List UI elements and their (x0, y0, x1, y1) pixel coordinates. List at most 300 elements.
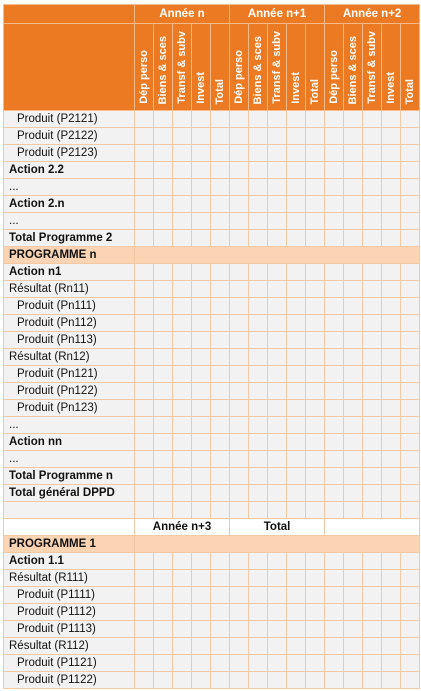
budget-cell[interactable] (363, 621, 382, 638)
budget-cell[interactable] (401, 332, 420, 349)
budget-cell[interactable] (268, 553, 287, 570)
budget-cell[interactable] (325, 128, 344, 145)
budget-cell[interactable] (211, 655, 230, 672)
budget-cell[interactable] (211, 502, 230, 519)
budget-cell[interactable] (154, 655, 173, 672)
budget-cell[interactable] (363, 349, 382, 366)
budget-cell[interactable] (249, 570, 268, 587)
budget-cell[interactable] (401, 400, 420, 417)
budget-cell[interactable] (268, 604, 287, 621)
budget-cell[interactable] (268, 485, 287, 502)
budget-cell[interactable] (363, 502, 382, 519)
budget-cell[interactable] (287, 485, 306, 502)
budget-cell[interactable] (249, 400, 268, 417)
budget-cell[interactable] (154, 417, 173, 434)
budget-cell[interactable] (363, 196, 382, 213)
budget-cell[interactable] (230, 179, 249, 196)
budget-cell[interactable] (268, 145, 287, 162)
budget-cell[interactable] (344, 638, 363, 655)
budget-cell[interactable] (287, 553, 306, 570)
budget-cell[interactable] (154, 587, 173, 604)
budget-cell[interactable] (135, 417, 154, 434)
budget-cell[interactable] (249, 638, 268, 655)
budget-cell[interactable] (249, 553, 268, 570)
budget-cell[interactable] (268, 468, 287, 485)
budget-cell[interactable] (135, 621, 154, 638)
budget-cell[interactable] (363, 383, 382, 400)
budget-cell[interactable] (363, 213, 382, 230)
budget-cell[interactable] (268, 315, 287, 332)
budget-cell[interactable] (192, 621, 211, 638)
budget-cell[interactable] (401, 128, 420, 145)
budget-cell[interactable] (287, 383, 306, 400)
budget-cell[interactable] (363, 485, 382, 502)
budget-cell[interactable] (173, 672, 192, 689)
budget-cell[interactable] (173, 366, 192, 383)
budget-cell[interactable] (325, 349, 344, 366)
budget-cell[interactable] (154, 162, 173, 179)
budget-cell[interactable] (306, 298, 325, 315)
budget-cell[interactable] (173, 179, 192, 196)
budget-cell[interactable] (268, 621, 287, 638)
budget-cell[interactable] (192, 332, 211, 349)
budget-cell[interactable] (230, 672, 249, 689)
budget-cell[interactable] (306, 366, 325, 383)
budget-cell[interactable] (135, 485, 154, 502)
budget-cell[interactable] (306, 230, 325, 247)
budget-cell[interactable] (268, 383, 287, 400)
budget-cell[interactable] (401, 196, 420, 213)
budget-cell[interactable] (135, 672, 154, 689)
budget-cell[interactable] (306, 145, 325, 162)
budget-cell[interactable] (363, 230, 382, 247)
budget-cell[interactable] (287, 434, 306, 451)
budget-cell[interactable] (325, 264, 344, 281)
budget-cell[interactable] (154, 468, 173, 485)
budget-cell[interactable] (325, 196, 344, 213)
budget-cell[interactable] (135, 451, 154, 468)
budget-cell[interactable] (287, 502, 306, 519)
budget-cell[interactable] (401, 366, 420, 383)
budget-cell[interactable] (135, 366, 154, 383)
budget-cell[interactable] (154, 570, 173, 587)
budget-cell[interactable] (135, 349, 154, 366)
budget-cell[interactable] (192, 179, 211, 196)
budget-cell[interactable] (268, 417, 287, 434)
budget-cell[interactable] (325, 281, 344, 298)
budget-cell[interactable] (211, 570, 230, 587)
budget-cell[interactable] (211, 145, 230, 162)
budget-cell[interactable] (192, 553, 211, 570)
budget-cell[interactable] (382, 553, 401, 570)
budget-cell[interactable] (211, 111, 230, 128)
budget-cell[interactable] (287, 230, 306, 247)
budget-cell[interactable] (173, 349, 192, 366)
budget-cell[interactable] (287, 621, 306, 638)
budget-cell[interactable] (173, 553, 192, 570)
budget-cell[interactable] (382, 349, 401, 366)
budget-cell[interactable] (401, 162, 420, 179)
budget-cell[interactable] (382, 264, 401, 281)
budget-cell[interactable] (325, 672, 344, 689)
budget-cell[interactable] (382, 502, 401, 519)
budget-cell[interactable] (173, 213, 192, 230)
budget-cell[interactable] (135, 434, 154, 451)
budget-cell[interactable] (382, 281, 401, 298)
budget-cell[interactable] (325, 570, 344, 587)
budget-cell[interactable] (211, 332, 230, 349)
budget-cell[interactable] (344, 451, 363, 468)
budget-cell[interactable] (173, 383, 192, 400)
budget-cell[interactable] (401, 553, 420, 570)
budget-cell[interactable] (287, 281, 306, 298)
budget-cell[interactable] (382, 315, 401, 332)
budget-cell[interactable] (173, 417, 192, 434)
budget-cell[interactable] (382, 570, 401, 587)
budget-cell[interactable] (230, 485, 249, 502)
budget-cell[interactable] (401, 485, 420, 502)
budget-cell[interactable] (363, 366, 382, 383)
budget-cell[interactable] (249, 366, 268, 383)
budget-cell[interactable] (268, 638, 287, 655)
budget-cell[interactable] (344, 332, 363, 349)
budget-cell[interactable] (268, 655, 287, 672)
budget-cell[interactable] (363, 298, 382, 315)
budget-cell[interactable] (230, 383, 249, 400)
budget-cell[interactable] (173, 604, 192, 621)
budget-cell[interactable] (401, 621, 420, 638)
budget-cell[interactable] (230, 264, 249, 281)
budget-cell[interactable] (363, 145, 382, 162)
budget-cell[interactable] (211, 672, 230, 689)
budget-cell[interactable] (211, 468, 230, 485)
budget-cell[interactable] (192, 366, 211, 383)
budget-cell[interactable] (173, 468, 192, 485)
budget-cell[interactable] (287, 111, 306, 128)
budget-cell[interactable] (382, 332, 401, 349)
budget-cell[interactable] (154, 349, 173, 366)
budget-cell[interactable] (287, 451, 306, 468)
budget-cell[interactable] (344, 502, 363, 519)
budget-cell[interactable] (135, 400, 154, 417)
budget-cell[interactable] (154, 400, 173, 417)
budget-cell[interactable] (268, 349, 287, 366)
budget-cell[interactable] (363, 638, 382, 655)
budget-cell[interactable] (249, 672, 268, 689)
budget-cell[interactable] (344, 179, 363, 196)
budget-cell[interactable] (230, 145, 249, 162)
budget-cell[interactable] (363, 281, 382, 298)
budget-cell[interactable] (154, 213, 173, 230)
budget-cell[interactable] (135, 553, 154, 570)
budget-cell[interactable] (211, 281, 230, 298)
budget-cell[interactable] (363, 111, 382, 128)
budget-cell[interactable] (382, 485, 401, 502)
budget-cell[interactable] (135, 145, 154, 162)
budget-cell[interactable] (192, 349, 211, 366)
budget-cell[interactable] (382, 366, 401, 383)
budget-cell[interactable] (249, 349, 268, 366)
budget-cell[interactable] (306, 128, 325, 145)
budget-cell[interactable] (382, 111, 401, 128)
budget-cell[interactable] (173, 230, 192, 247)
budget-cell[interactable] (249, 485, 268, 502)
budget-cell[interactable] (306, 196, 325, 213)
budget-cell[interactable] (230, 451, 249, 468)
budget-cell[interactable] (249, 128, 268, 145)
budget-cell[interactable] (192, 264, 211, 281)
budget-cell[interactable] (325, 468, 344, 485)
budget-cell[interactable] (135, 655, 154, 672)
budget-cell[interactable] (192, 468, 211, 485)
budget-cell[interactable] (344, 315, 363, 332)
budget-cell[interactable] (401, 298, 420, 315)
budget-cell[interactable] (401, 451, 420, 468)
budget-cell[interactable] (325, 417, 344, 434)
budget-cell[interactable] (249, 230, 268, 247)
budget-cell[interactable] (211, 128, 230, 145)
budget-cell[interactable] (325, 451, 344, 468)
budget-cell[interactable] (249, 655, 268, 672)
budget-cell[interactable] (173, 162, 192, 179)
budget-cell[interactable] (249, 145, 268, 162)
budget-cell[interactable] (230, 230, 249, 247)
budget-cell[interactable] (135, 383, 154, 400)
budget-cell[interactable] (287, 366, 306, 383)
budget-cell[interactable] (154, 383, 173, 400)
budget-cell[interactable] (154, 553, 173, 570)
budget-cell[interactable] (135, 162, 154, 179)
budget-cell[interactable] (192, 383, 211, 400)
budget-cell[interactable] (382, 196, 401, 213)
budget-cell[interactable] (230, 349, 249, 366)
budget-cell[interactable] (401, 111, 420, 128)
budget-cell[interactable] (230, 162, 249, 179)
budget-cell[interactable] (249, 281, 268, 298)
budget-cell[interactable] (401, 655, 420, 672)
budget-cell[interactable] (135, 213, 154, 230)
budget-cell[interactable] (363, 553, 382, 570)
budget-cell[interactable] (173, 485, 192, 502)
budget-cell[interactable] (344, 621, 363, 638)
budget-cell[interactable] (154, 604, 173, 621)
budget-cell[interactable] (154, 128, 173, 145)
budget-cell[interactable] (211, 485, 230, 502)
budget-cell[interactable] (192, 298, 211, 315)
budget-cell[interactable] (344, 196, 363, 213)
budget-cell[interactable] (287, 315, 306, 332)
budget-cell[interactable] (401, 281, 420, 298)
budget-cell[interactable] (230, 434, 249, 451)
budget-cell[interactable] (154, 451, 173, 468)
budget-cell[interactable] (192, 485, 211, 502)
budget-cell[interactable] (173, 196, 192, 213)
budget-cell[interactable] (344, 672, 363, 689)
budget-cell[interactable] (363, 264, 382, 281)
budget-cell[interactable] (382, 417, 401, 434)
budget-cell[interactable] (325, 332, 344, 349)
budget-cell[interactable] (325, 587, 344, 604)
budget-cell[interactable] (325, 604, 344, 621)
budget-cell[interactable] (382, 655, 401, 672)
budget-cell[interactable] (344, 366, 363, 383)
budget-cell[interactable] (306, 111, 325, 128)
budget-cell[interactable] (192, 128, 211, 145)
budget-cell[interactable] (211, 417, 230, 434)
budget-cell[interactable] (401, 638, 420, 655)
budget-cell[interactable] (154, 281, 173, 298)
budget-cell[interactable] (135, 111, 154, 128)
budget-cell[interactable] (363, 315, 382, 332)
budget-cell[interactable] (363, 400, 382, 417)
budget-cell[interactable] (306, 570, 325, 587)
budget-cell[interactable] (268, 162, 287, 179)
budget-cell[interactable] (268, 434, 287, 451)
budget-cell[interactable] (287, 468, 306, 485)
budget-cell[interactable] (306, 179, 325, 196)
budget-cell[interactable] (249, 315, 268, 332)
budget-cell[interactable] (249, 434, 268, 451)
budget-cell[interactable] (154, 298, 173, 315)
budget-cell[interactable] (173, 502, 192, 519)
budget-cell[interactable] (268, 179, 287, 196)
budget-cell[interactable] (268, 128, 287, 145)
budget-cell[interactable] (230, 315, 249, 332)
budget-cell[interactable] (230, 655, 249, 672)
budget-cell[interactable] (154, 621, 173, 638)
budget-cell[interactable] (249, 417, 268, 434)
budget-cell[interactable] (382, 587, 401, 604)
budget-cell[interactable] (287, 332, 306, 349)
budget-cell[interactable] (173, 434, 192, 451)
budget-cell[interactable] (192, 145, 211, 162)
budget-cell[interactable] (344, 468, 363, 485)
budget-cell[interactable] (192, 672, 211, 689)
budget-cell[interactable] (135, 179, 154, 196)
budget-cell[interactable] (363, 587, 382, 604)
budget-cell[interactable] (268, 366, 287, 383)
budget-cell[interactable] (325, 162, 344, 179)
budget-cell[interactable] (135, 638, 154, 655)
budget-cell[interactable] (173, 587, 192, 604)
budget-cell[interactable] (173, 638, 192, 655)
budget-cell[interactable] (401, 570, 420, 587)
budget-cell[interactable] (173, 281, 192, 298)
budget-cell[interactable] (135, 264, 154, 281)
budget-cell[interactable] (230, 366, 249, 383)
budget-cell[interactable] (249, 468, 268, 485)
budget-cell[interactable] (363, 655, 382, 672)
budget-cell[interactable] (287, 655, 306, 672)
budget-cell[interactable] (344, 213, 363, 230)
budget-cell[interactable] (154, 230, 173, 247)
budget-cell[interactable] (287, 213, 306, 230)
budget-cell[interactable] (363, 162, 382, 179)
budget-cell[interactable] (211, 553, 230, 570)
budget-cell[interactable] (173, 145, 192, 162)
budget-cell[interactable] (287, 672, 306, 689)
budget-cell[interactable] (401, 145, 420, 162)
budget-cell[interactable] (154, 672, 173, 689)
budget-cell[interactable] (230, 332, 249, 349)
budget-cell[interactable] (154, 638, 173, 655)
budget-cell[interactable] (135, 570, 154, 587)
budget-cell[interactable] (135, 298, 154, 315)
budget-cell[interactable] (211, 451, 230, 468)
budget-cell[interactable] (401, 587, 420, 604)
budget-cell[interactable] (173, 332, 192, 349)
budget-cell[interactable] (249, 587, 268, 604)
budget-cell[interactable] (325, 638, 344, 655)
budget-cell[interactable] (192, 451, 211, 468)
budget-cell[interactable] (363, 451, 382, 468)
budget-cell[interactable] (230, 128, 249, 145)
budget-cell[interactable] (287, 264, 306, 281)
budget-cell[interactable] (401, 468, 420, 485)
budget-cell[interactable] (249, 213, 268, 230)
budget-cell[interactable] (154, 145, 173, 162)
budget-cell[interactable] (154, 332, 173, 349)
budget-cell[interactable] (268, 196, 287, 213)
budget-cell[interactable] (325, 179, 344, 196)
budget-cell[interactable] (268, 570, 287, 587)
budget-cell[interactable] (287, 400, 306, 417)
budget-cell[interactable] (306, 400, 325, 417)
budget-cell[interactable] (382, 451, 401, 468)
budget-cell[interactable] (230, 111, 249, 128)
budget-cell[interactable] (344, 349, 363, 366)
budget-cell[interactable] (344, 128, 363, 145)
budget-cell[interactable] (325, 655, 344, 672)
budget-cell[interactable] (192, 281, 211, 298)
budget-cell[interactable] (325, 621, 344, 638)
budget-cell[interactable] (401, 213, 420, 230)
budget-cell[interactable] (325, 485, 344, 502)
budget-cell[interactable] (249, 179, 268, 196)
budget-cell[interactable] (344, 417, 363, 434)
budget-cell[interactable] (249, 264, 268, 281)
budget-cell[interactable] (268, 502, 287, 519)
budget-cell[interactable] (230, 298, 249, 315)
budget-cell[interactable] (382, 145, 401, 162)
budget-cell[interactable] (230, 213, 249, 230)
budget-cell[interactable] (268, 281, 287, 298)
budget-cell[interactable] (135, 281, 154, 298)
budget-cell[interactable] (192, 604, 211, 621)
budget-cell[interactable] (344, 281, 363, 298)
budget-cell[interactable] (287, 162, 306, 179)
budget-cell[interactable] (173, 298, 192, 315)
budget-cell[interactable] (154, 111, 173, 128)
budget-cell[interactable] (211, 621, 230, 638)
budget-cell[interactable] (287, 638, 306, 655)
budget-cell[interactable] (211, 638, 230, 655)
budget-cell[interactable] (230, 621, 249, 638)
budget-cell[interactable] (268, 332, 287, 349)
budget-cell[interactable] (325, 315, 344, 332)
budget-cell[interactable] (363, 468, 382, 485)
budget-cell[interactable] (287, 128, 306, 145)
budget-cell[interactable] (249, 383, 268, 400)
budget-cell[interactable] (306, 349, 325, 366)
budget-cell[interactable] (230, 281, 249, 298)
budget-cell[interactable] (363, 417, 382, 434)
budget-cell[interactable] (363, 570, 382, 587)
budget-cell[interactable] (268, 111, 287, 128)
budget-cell[interactable] (230, 400, 249, 417)
budget-cell[interactable] (344, 264, 363, 281)
budget-cell[interactable] (344, 111, 363, 128)
